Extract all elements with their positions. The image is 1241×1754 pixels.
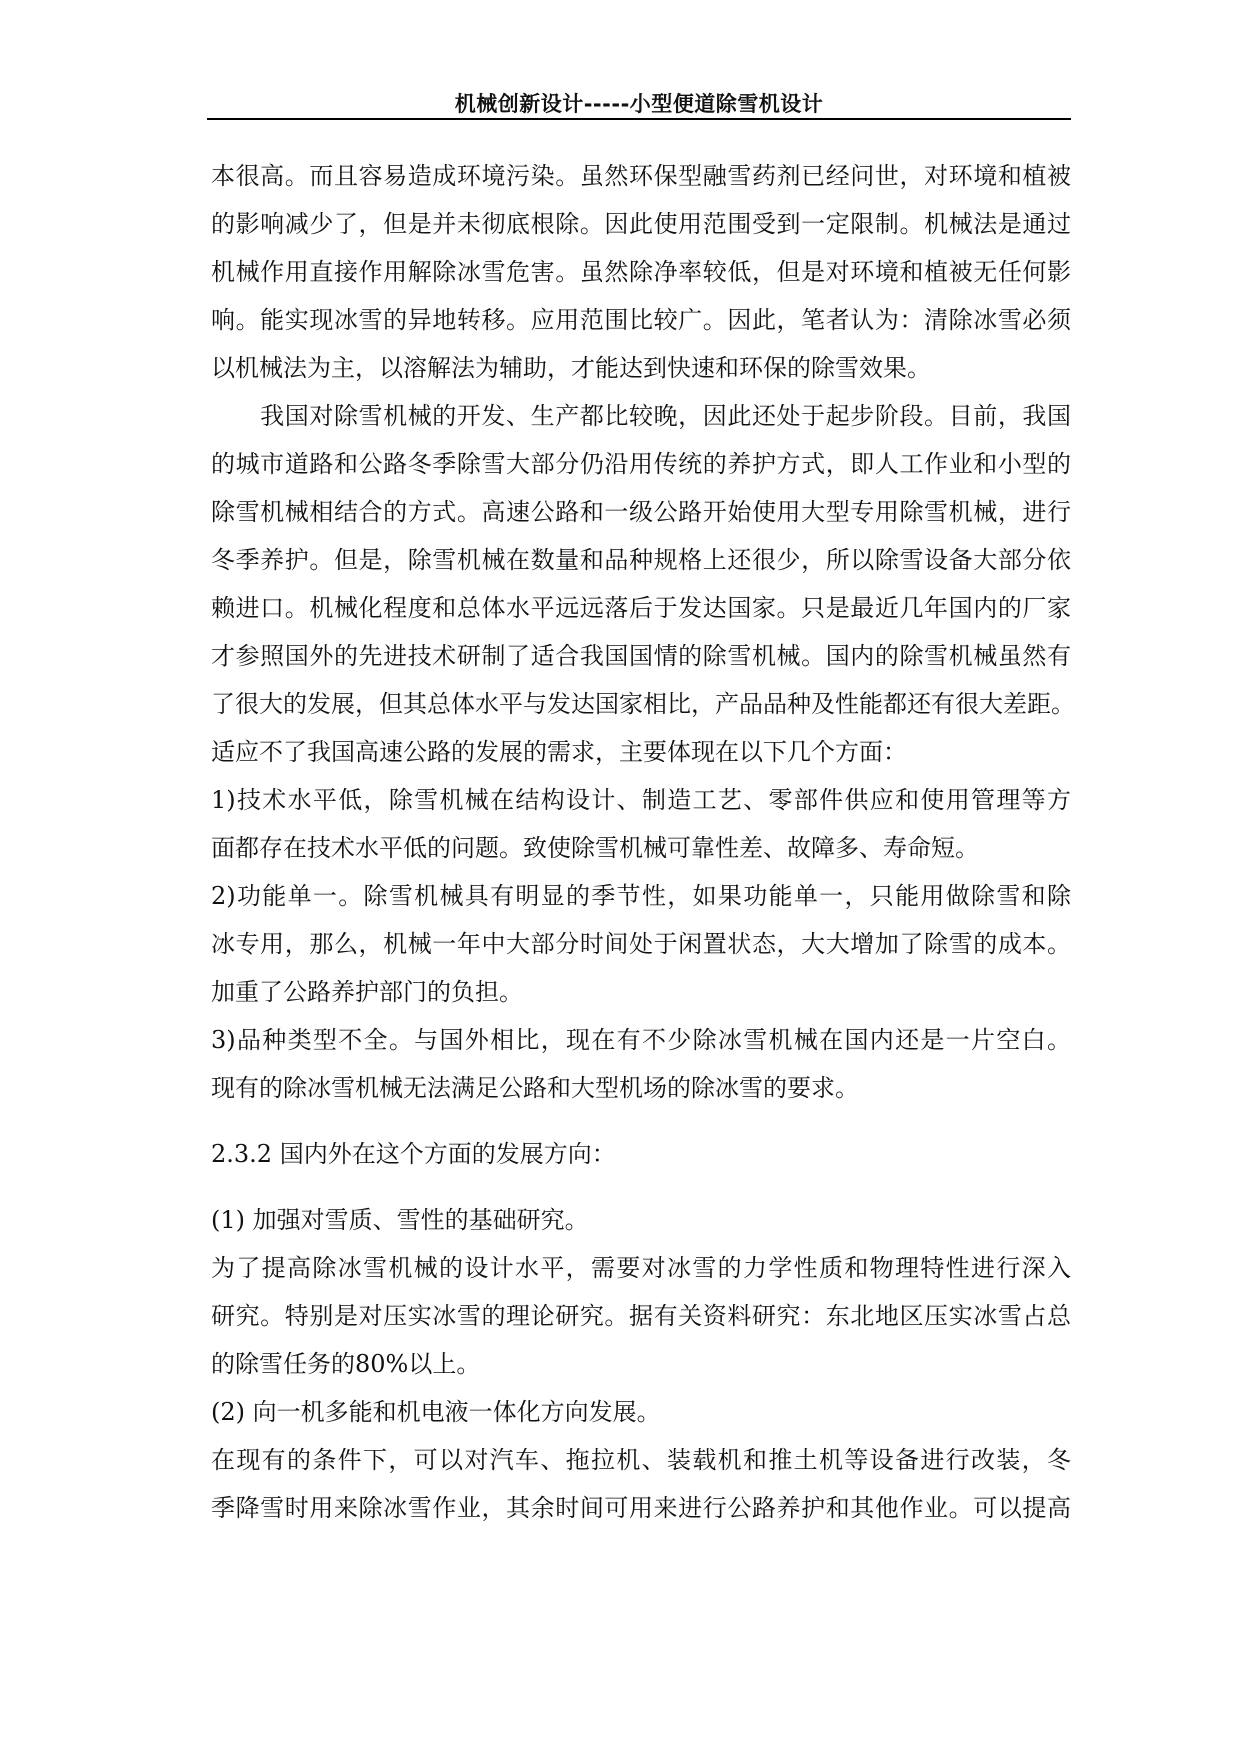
body-line: 研究。特别是对压实冰雪的理论研究。据有关资料研究：东北地区压实冰雪占总	[211, 1302, 1071, 1330]
body-line: 除雪机械相结合的方式。高速公路和一级公路开始使用大型专用除雪机械，进行	[211, 498, 1071, 526]
body-line: 的城市道路和公路冬季除雪大部分仍沿用传统的养护方式，即人工作业和小型的	[211, 450, 1071, 478]
body-line: 机械作用直接作用解除冰雪危害。虽然除净率较低，但是对环境和植被无任何影	[211, 258, 1071, 286]
list-item-1: 1)技术水平低，除雪机械在结构设计、制造工艺、零部件供应和使用管理等方	[211, 786, 1071, 814]
spacer	[211, 1178, 1071, 1196]
list-item-1-cont: 面都存在技术水平低的问题。致使除雪机械可靠性差、故障多、寿命短。	[211, 834, 979, 862]
body-line: 在现有的条件下，可以对汽车、拖拉机、装载机和推土机等设备进行改装，冬	[211, 1446, 1071, 1474]
body-line: 适应不了我国高速公路的发展的需求，主要体现在以下几个方面：	[211, 738, 907, 766]
header-title: 机械创新设计-----小型便道除雪机设计	[454, 92, 824, 116]
body-line: 季降雪时用来除冰雪作业，其余时间可用来进行公路养护和其他作业。可以提高	[211, 1494, 1071, 1522]
list-item-2-cont: 加重了公路养护部门的负担。	[211, 978, 523, 1006]
page-header	[207, 86, 1071, 120]
list-item-2-cont: 冰专用，那么，机械一年中大部分时间处于闲置状态，大大增加了除雪的成本。	[211, 930, 1071, 958]
body-line: 为了提高除冰雪机械的设计水平，需要对冰雪的力学性质和物理特性进行深入	[211, 1254, 1071, 1282]
body-line: 我国对除雪机械的开发、生产都比较晚，因此还处于起步阶段。目前，我国	[211, 402, 1071, 430]
list-item-2: 2)功能单一。除雪机械具有明显的季节性，如果功能单一，只能用做除雪和除	[211, 882, 1071, 910]
body-line: 冬季养护。但是，除雪机械在数量和品种规格上还很少，所以除雪设备大部分依	[211, 546, 1071, 574]
body-line: 才参照国外的先进技术研制了适合我国国情的除雪机械。国内的除雪机械虽然有	[211, 642, 1071, 670]
spacer	[211, 1112, 1071, 1130]
document-body	[211, 152, 1075, 1532]
body-line: 赖进口。机械化程度和总体水平远远落后于发达国家。只是最近几年国内的厂家	[211, 594, 1071, 622]
body-line: 了很大的发展，但其总体水平与发达国家相比，产品品种及性能都还有很大差距。	[211, 690, 1075, 718]
subheading-2: (2) 向一机多能和机电液一体化方向发展。	[211, 1398, 661, 1426]
body-line: 以机械法为主，以溶解法为辅助，才能达到快速和环保的除雪效果。	[211, 354, 931, 382]
section-heading: 2.3.2 国内外在这个方面的发展方向：	[211, 1140, 616, 1168]
body-line: 本很高。而且容易造成环境污染。虽然环保型融雪药剂已经问世，对环境和植被	[211, 162, 1071, 190]
body-line: 响。能实现冰雪的异地转移。应用范围比较广。因此，笔者认为：清除冰雪必须	[211, 306, 1071, 334]
body-line: 的除雪任务的80%以上。	[211, 1350, 481, 1378]
list-item-3: 3)品种类型不全。与国外相比，现在有不少除冰雪机械在国内还是一片空白。	[211, 1026, 1071, 1054]
subheading-1: (1) 加强对雪质、雪性的基础研究。	[211, 1206, 589, 1234]
body-line: 的影响减少了，但是并未彻底根除。因此使用范围受到一定限制。机械法是通过	[211, 210, 1071, 238]
list-item-3-cont: 现有的除冰雪机械无法满足公路和大型机场的除冰雪的要求。	[211, 1074, 859, 1102]
